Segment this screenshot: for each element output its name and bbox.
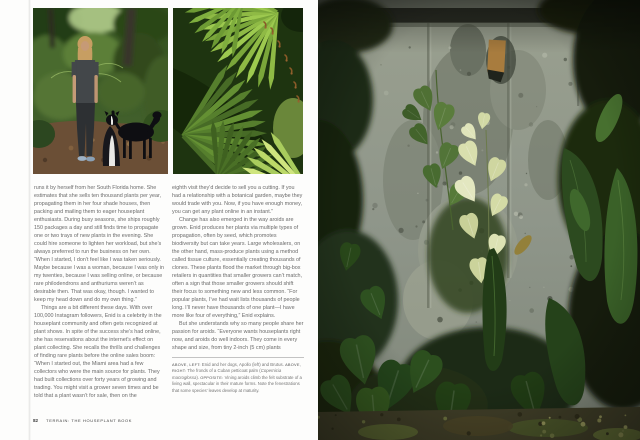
garden-portrait-art — [33, 8, 168, 174]
page-footer — [33, 418, 132, 423]
body-paragraph: But she understands why so many people share her passion for aroids. “Everyone wants houseplants right now, and aroids do well indoors. They come in every shape and size, from tiny 2-inch (5 cm) plants — [172, 321, 304, 351]
body-paragraph: runs it by herself from her South Florida home. She estimates that she sells ten thousand plants per year, propagating them in her four shade houses, then packing and mailing them to eager houseplant enthusiasts. During busy seasons, she ships roughly 150 packages a day and still finds time to propagate one or two trays of new plants in the evening. She could hire someone to lighten her workload, but she’s always preferred to run the business on her own. “When I started, I don’t feel like I was taken seriously. Maybe because I was a woman, because I was only in my twenties, because I was selling online, or because rare philodendrons and anthuriums weren’t as desirable then. That was okay, though. I wanted to keep my head down and do my own thing.” — [34, 185, 165, 303]
palm-fronds-art — [173, 8, 303, 174]
caption-text-above-right: The fronds of a Cuban petticoat palm ( — [186, 368, 261, 374]
top-shadow-overlay — [318, 0, 640, 440]
caption-label-opposite: OPPOSITE: — [200, 374, 224, 380]
article-column-2 — [172, 184, 304, 394]
living-wall-art — [318, 0, 640, 440]
caption-text-above-right-end: ). — [196, 374, 201, 380]
caption-divider — [172, 357, 304, 358]
photo-living-wall — [318, 0, 640, 440]
body-paragraph: eighth visit they’d decide to sell you a cutting. If you had a relationship with a botanical garden, maybe they would trade with you. Now, if you have enough money, you can get any plant online in an instant.” — [172, 185, 303, 215]
article-column-1 — [34, 184, 166, 400]
caption-label-above-right: ABOVE, RIGHT: — [172, 362, 302, 374]
caption-text-opposite: Vining aroids climb the felt substrate of a living wall, spectacular in their mature forms. Note the fenestrations that some species’ leaves develop at maturity. — [172, 374, 302, 393]
running-title: TERRAIN: THE HOUSEPLANT BOOK — [46, 418, 133, 423]
body-paragraph: Things are a bit different these days. With over 100,000 Instagram followers, Enid is a celebrity in the houseplant community and often gets recognized at plant shows. In spite of the success she’s had online, she has reservations about the internet’s effect on plant collecting. She recalls the thrills and challenges of finding rare plants before the online sales boom: “When I started out, the Miami area had a few collectors who were the main source for plants. They had built collections over forty years of growing and trading. You might visit a grower seven times and be told that a plant wasn’t for sale, then on the — [34, 305, 162, 399]
caption-label-above-left: ABOVE, LEFT: — [172, 362, 201, 367]
body-paragraph: Change has also emerged in the way aroids are grown. Enid produces her plants via multiple types of propagation, often by seed, which promotes biodiversity but can take years. Large wholesalers, on the other hand, mass-produce plants using a method called tissue culture, essentially creating thousands of clones. These plants flood the market through big-box retailers in quantities that smaller growers can’t match, often a sign that those smaller growers should shift their focus to something new and less common. “For popular plants, I’ve had wait lists thousands of people long. I’ll never have thousands of one plant—I have more like four of everything,” Enid explains. — [172, 217, 303, 319]
photo-enid-with-dogs — [33, 8, 168, 174]
species-name: Copernicia macroglossa — [172, 368, 282, 380]
photo-palm-fronds — [173, 8, 303, 174]
page-number: 82 — [33, 418, 39, 423]
right-page — [318, 0, 640, 440]
photo-caption — [172, 362, 304, 394]
page-edge-shadow — [28, 0, 31, 440]
caption-text-above-left: Enid and her dogs, Apollo (left) and Brutus. — [200, 362, 286, 367]
